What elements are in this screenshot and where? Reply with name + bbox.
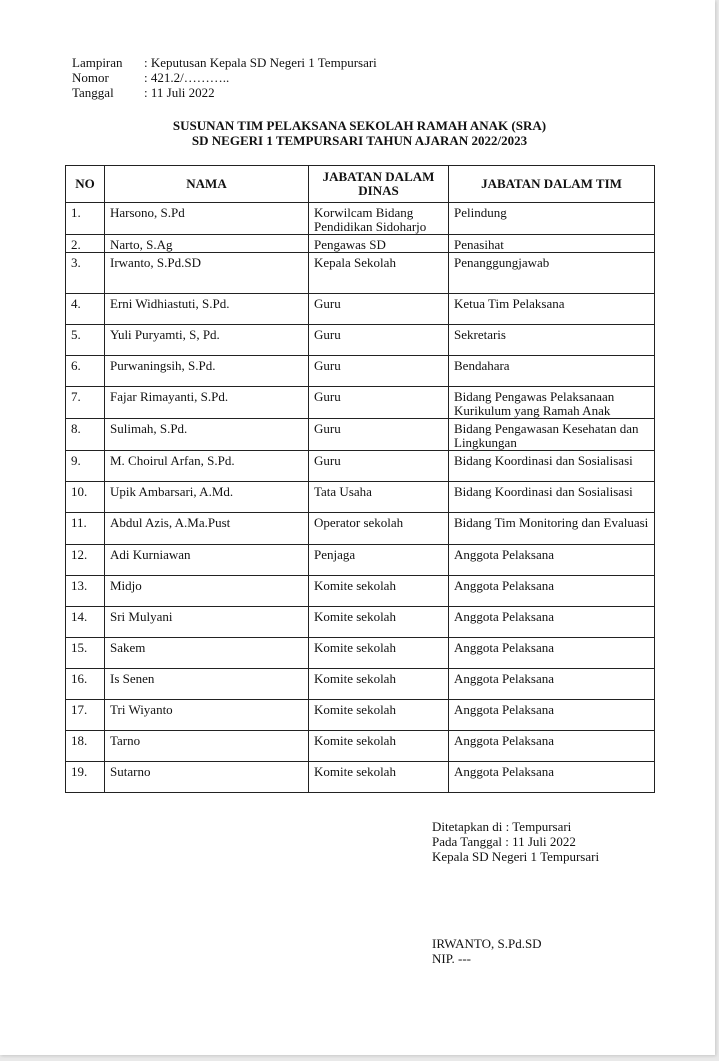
cell-tim: Anggota Pelaksana <box>449 762 655 793</box>
cell-nama: Narto, S.Ag <box>105 235 309 253</box>
table-row <box>66 451 655 482</box>
tanggal-row <box>72 85 377 100</box>
cell-tim: Anggota Pelaksana <box>449 669 655 700</box>
cell-tim: Anggota Pelaksana <box>449 607 655 638</box>
cell-tim: Pelindung <box>449 203 655 235</box>
cell-no: 1. <box>66 203 105 235</box>
cell-nama: Tarno <box>105 731 309 762</box>
cell-tim: Bidang Pengawas Pelaksanaan Kurikulum yang Ramah Anak <box>449 387 655 419</box>
table-row <box>66 419 655 451</box>
table-row <box>66 356 655 387</box>
cell-no: 3. <box>66 253 105 294</box>
pada-tanggal-line: Pada Tanggal : 11 Juli 2022 <box>432 834 576 849</box>
tanggal-value: : 11 Juli 2022 <box>144 85 215 100</box>
cell-nama: Sulimah, S.Pd. <box>105 419 309 451</box>
nomor-label: Nomor <box>72 70 109 85</box>
table-row <box>66 325 655 356</box>
tanggal-label: Tanggal <box>72 85 114 100</box>
document-title <box>0 118 719 148</box>
cell-no: 8. <box>66 419 105 451</box>
table-row <box>66 576 655 607</box>
table-row <box>66 203 655 235</box>
cell-no: 9. <box>66 451 105 482</box>
lampiran-label: Lampiran <box>72 55 123 70</box>
cell-nama: Sutarno <box>105 762 309 793</box>
cell-nama: Sri Mulyani <box>105 607 309 638</box>
cell-nama: M. Choirul Arfan, S.Pd. <box>105 451 309 482</box>
cell-tim: Bidang Pengawasan Kesehatan dan Lingkungan <box>449 419 655 451</box>
table-row <box>66 513 655 545</box>
cell-no: 5. <box>66 325 105 356</box>
cell-no: 18. <box>66 731 105 762</box>
cell-tim: Anggota Pelaksana <box>449 731 655 762</box>
cell-tim: Anggota Pelaksana <box>449 700 655 731</box>
cell-dinas: Komite sekolah <box>309 607 449 638</box>
table-row <box>66 731 655 762</box>
cell-no: 7. <box>66 387 105 419</box>
team-table <box>65 165 655 793</box>
table-row <box>66 482 655 513</box>
cell-nama: Tri Wiyanto <box>105 700 309 731</box>
cell-nama: Irwanto, S.Pd.SD <box>105 253 309 294</box>
nomor-row <box>72 70 377 85</box>
cell-tim: Penasihat <box>449 235 655 253</box>
table-body <box>66 203 655 793</box>
table-row <box>66 669 655 700</box>
cell-tim: Anggota Pelaksana <box>449 638 655 669</box>
cell-no: 10. <box>66 482 105 513</box>
cell-no: 13. <box>66 576 105 607</box>
cell-dinas: Komite sekolah <box>309 700 449 731</box>
cell-dinas: Komite sekolah <box>309 638 449 669</box>
cell-dinas: Korwilcam Bidang Pendidikan Sidoharjo <box>309 203 449 235</box>
cell-dinas: Komite sekolah <box>309 762 449 793</box>
cell-nama: Yuli Puryamti, S, Pd. <box>105 325 309 356</box>
cell-no: 4. <box>66 294 105 325</box>
header-jabatan-dinas: JABATAN DALAM DINAS <box>309 166 449 203</box>
cell-dinas: Guru <box>309 387 449 419</box>
cell-tim: Ketua Tim Pelaksana <box>449 294 655 325</box>
table-row <box>66 545 655 576</box>
table-row <box>66 607 655 638</box>
cell-dinas: Guru <box>309 294 449 325</box>
cell-nama: Is Senen <box>105 669 309 700</box>
table-row <box>66 700 655 731</box>
cell-nama: Abdul Azis, A.Ma.Pust <box>105 513 309 545</box>
title-line-2: SD NEGERI 1 TEMPURSARI TAHUN AJARAN 2022/2023 <box>191 133 528 148</box>
cell-nama: Fajar Rimayanti, S.Pd. <box>105 387 309 419</box>
cell-dinas: Tata Usaha <box>309 482 449 513</box>
table-row <box>66 294 655 325</box>
cell-dinas: Penjaga <box>309 545 449 576</box>
cell-nama: Sakem <box>105 638 309 669</box>
cell-nama: Midjo <box>105 576 309 607</box>
header-jabatan-tim: JABATAN DALAM TIM <box>449 166 655 203</box>
signer-nip: NIP. --- <box>432 951 471 966</box>
cell-tim: Bidang Koordinasi dan Sosialisasi <box>449 451 655 482</box>
lampiran-row <box>72 55 377 70</box>
ditetapkan-line: Ditetapkan di : Tempursari <box>432 819 572 834</box>
cell-nama: Harsono, S.Pd <box>105 203 309 235</box>
cell-no: 12. <box>66 545 105 576</box>
cell-nama: Purwaningsih, S.Pd. <box>105 356 309 387</box>
table-row <box>66 235 655 253</box>
cell-dinas: Komite sekolah <box>309 731 449 762</box>
cell-dinas: Pengawas SD <box>309 235 449 253</box>
document-header <box>72 55 377 100</box>
cell-dinas: Kepala Sekolah <box>309 253 449 294</box>
table-row <box>66 387 655 419</box>
cell-no: 14. <box>66 607 105 638</box>
jabatan-line: Kepala SD Negeri 1 Tempursari <box>432 849 600 864</box>
cell-tim: Sekretaris <box>449 325 655 356</box>
cell-no: 17. <box>66 700 105 731</box>
cell-tim: Bidang Koordinasi dan Sosialisasi <box>449 482 655 513</box>
lampiran-value: : Keputusan Kepala SD Negeri 1 Tempursari <box>144 55 377 70</box>
cell-tim: Bendahara <box>449 356 655 387</box>
signature-block <box>432 936 542 966</box>
table-row <box>66 762 655 793</box>
cell-tim: Anggota Pelaksana <box>449 576 655 607</box>
nomor-value: : 421.2/……….. <box>144 70 230 85</box>
cell-no: 19. <box>66 762 105 793</box>
footer-block <box>432 819 599 864</box>
cell-nama: Adi Kurniawan <box>105 545 309 576</box>
title-line-1: SUSUNAN TIM PELAKSANA SEKOLAH RAMAH ANAK (SRA) <box>172 118 547 133</box>
header-nama: NAMA <box>105 166 309 203</box>
header-no: NO <box>66 166 105 203</box>
table-header-row <box>66 166 655 203</box>
cell-nama: Erni Widhiastuti, S.Pd. <box>105 294 309 325</box>
cell-no: 15. <box>66 638 105 669</box>
cell-dinas: Komite sekolah <box>309 669 449 700</box>
cell-dinas: Komite sekolah <box>309 576 449 607</box>
table-row <box>66 638 655 669</box>
table-row <box>66 253 655 294</box>
cell-no: 2. <box>66 235 105 253</box>
signer-name: IRWANTO, S.Pd.SD <box>432 936 542 951</box>
cell-tim: Bidang Tim Monitoring dan Evaluasi <box>449 513 655 545</box>
cell-dinas: Guru <box>309 419 449 451</box>
cell-nama: Upik Ambarsari, A.Md. <box>105 482 309 513</box>
cell-no: 16. <box>66 669 105 700</box>
cell-no: 6. <box>66 356 105 387</box>
cell-dinas: Operator sekolah <box>309 513 449 545</box>
cell-no: 11. <box>66 513 105 545</box>
cell-dinas: Guru <box>309 451 449 482</box>
cell-dinas: Guru <box>309 356 449 387</box>
cell-tim: Penanggungjawab <box>449 253 655 294</box>
cell-tim: Anggota Pelaksana <box>449 545 655 576</box>
cell-dinas: Guru <box>309 325 449 356</box>
